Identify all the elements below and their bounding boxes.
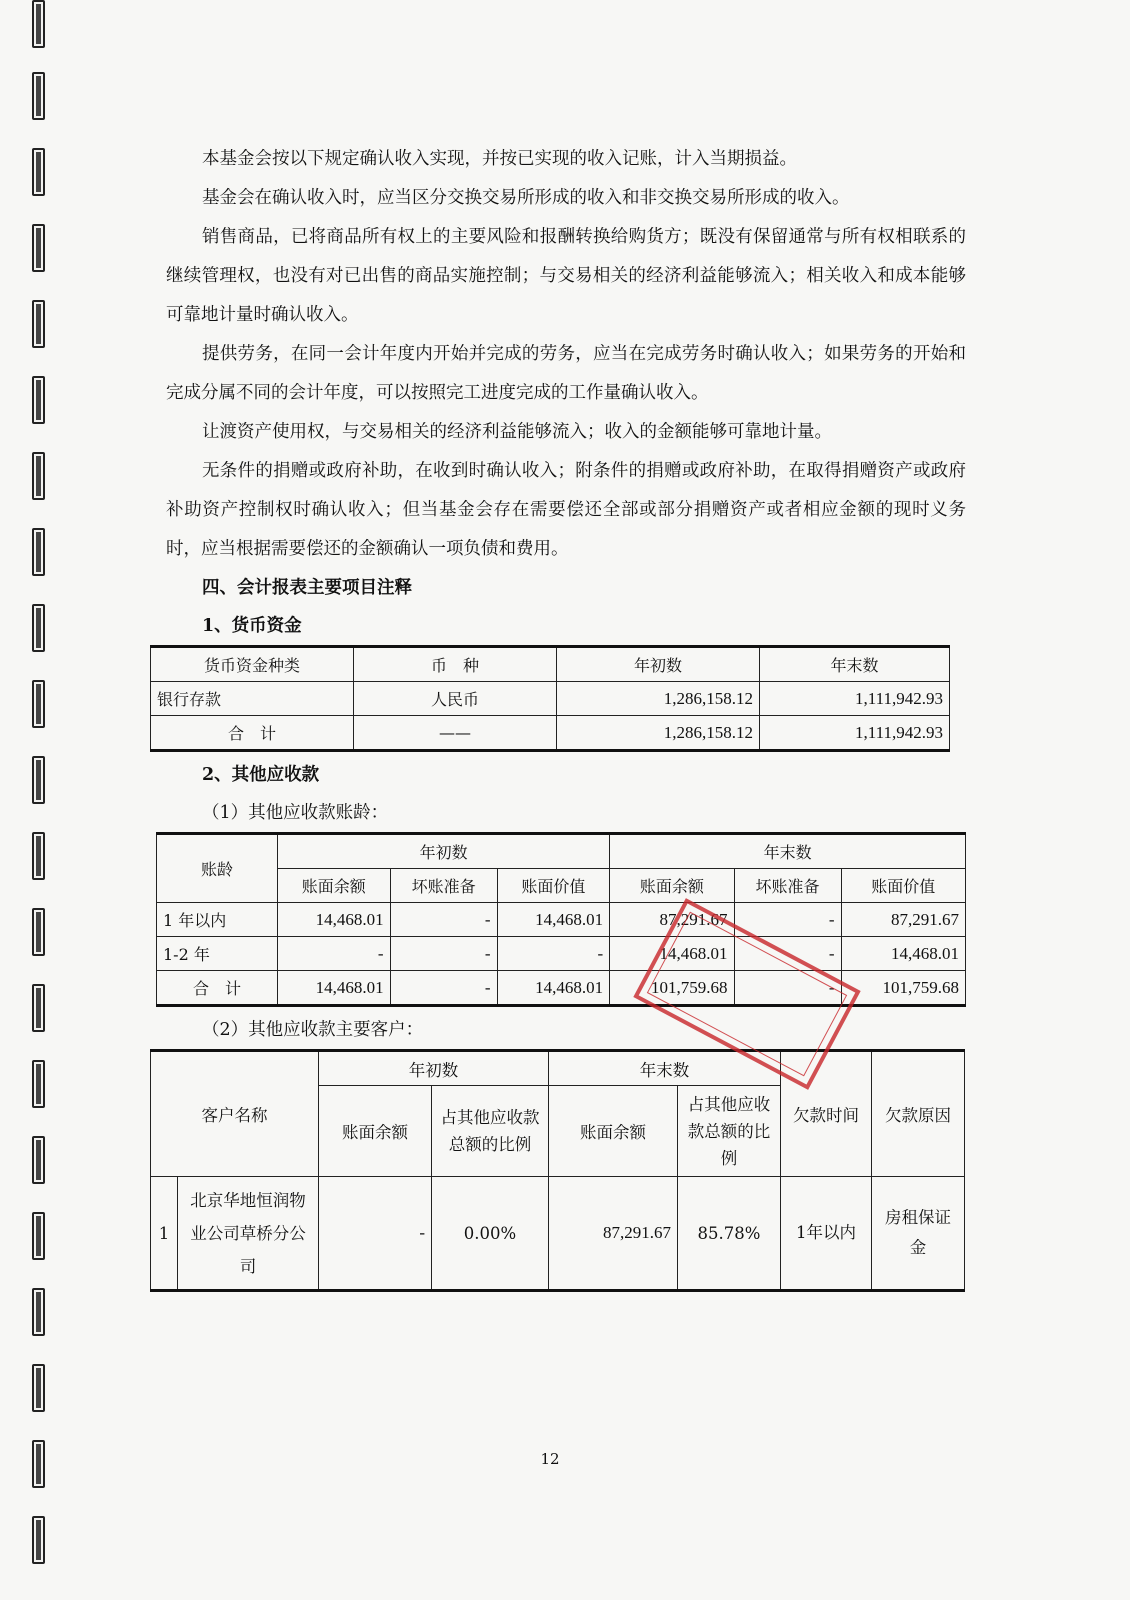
table-header: 占其他应收款总额的比例 [432,1086,549,1177]
table-cell: 房租保证金 [872,1177,965,1291]
table-header: 年末数 [549,1051,781,1086]
binding-hole [32,984,45,1032]
binding-hole [32,528,45,576]
table-cell: 1-2 年 [157,937,278,971]
table-cell: 85.78% [678,1177,781,1291]
binding-hole [32,224,45,272]
table-header: 坏账准备 [734,869,841,903]
table-row [151,1177,965,1291]
binding-hole [32,1136,45,1184]
table-cell: 1,286,158.12 [557,682,760,716]
paragraph: 无条件的捐赠或政府补助，在收到时确认收入；附条件的捐赠或政府补助，在取得捐赠资产或政府补助资产控制权时确认收入；但当基金会存在需要偿还全部或部分捐赠资产或者相应金额的现时义务时，应当根据需要偿还的金额确认一项负债和费用。 [166,461,966,559]
table-header: 占其他应收款总额的比例 [678,1086,781,1177]
table-cell: 合 计 [157,971,278,1006]
customers-table [150,1049,965,1292]
table-cell: 101,759.68 [841,971,965,1006]
table-cell: - [497,937,610,971]
table-cell: - [390,903,497,937]
binding-hole [32,604,45,652]
paragraph: 让渡资产使用权，与交易相关的经济利益能够流入；收入的金额能够可靠地计量。 [202,422,832,442]
table-row [157,937,966,971]
customers-heading: （2）其他应收款主要客户： [202,1020,424,1040]
table-header: 欠款时间 [781,1051,872,1177]
table-cell: 14,468.01 [497,971,610,1006]
table-cell: 1 [151,1177,178,1291]
paragraph: 基金会在确认收入时，应当区分交换交易所形成的收入和非交换交易所形成的收入。 [202,188,850,208]
binding-hole [32,72,45,120]
binding-hole [32,452,45,500]
table-header: 年末数 [760,647,950,682]
table-header: 货币资金种类 [151,647,354,682]
table-cell: 0.00% [432,1177,549,1291]
table-cell: - [734,971,841,1006]
binding-hole [32,756,45,804]
table-cell: 87,291.67 [549,1177,678,1291]
table-header: 账面余额 [610,869,734,903]
table-header: 年初数 [319,1051,549,1086]
receivables-heading: 2、其他应收款 [202,765,320,785]
table-cell: 14,468.01 [610,937,734,971]
table-header: 年末数 [610,834,966,869]
table-cell: —— [354,716,557,751]
paragraph: 销售商品，已将商品所有权上的主要风险和报酬转换给购货方；既没有保留通常与所有权相联系的继续管理权，也没有对已出售的商品实施控制；与交易相关的经济利益能够流入；相关收入和成本能够可靠地计量时确认收入。 [166,227,966,325]
table-cell: 1年以内 [781,1177,872,1291]
table-header: 账面余额 [549,1086,678,1177]
aging-heading: （1）其他应收款账龄： [202,803,389,823]
table-header: 账面余额 [319,1086,432,1177]
table-cell: 北京华地恒润物业公司草桥分公司 [178,1177,319,1291]
table-row [157,903,966,937]
binding-hole [32,832,45,880]
cash-heading: 1、货币资金 [202,616,302,636]
table-cell: 合 计 [151,716,354,751]
cash-table [150,645,950,752]
table-cell: - [278,937,391,971]
binding-hole [32,908,45,956]
table-row [151,716,950,751]
table-header: 年初数 [278,834,610,869]
table-cell: - [390,971,497,1006]
table-cell: 14,468.01 [278,971,391,1006]
table-cell: 87,291.67 [610,903,734,937]
table-cell: 14,468.01 [278,903,391,937]
binding-hole [32,376,45,424]
table-cell: - [319,1177,432,1291]
paragraph: 提供劳务，在同一会计年度内开始并完成的劳务，应当在完成劳务时确认收入；如果劳务的开始和完成分属不同的会计年度，可以按照完工进度完成的工作量确认收入。 [166,344,966,403]
table-header: 坏账准备 [390,869,497,903]
aging-table [156,832,966,1007]
table-cell: 1 年以内 [157,903,278,937]
table-cell: 银行存款 [151,682,354,716]
table-row [151,682,950,716]
table-header: 账龄 [157,834,278,903]
binding-hole [32,1212,45,1260]
table-cell: 101,759.68 [610,971,734,1006]
page-number: 12 [540,1450,560,1468]
binding-hole [32,680,45,728]
binding-hole [32,0,45,48]
table-header: 欠款原因 [872,1051,965,1177]
table-header: 客户名称 [151,1051,319,1177]
table-cell: - [734,937,841,971]
binding-hole [32,1516,45,1564]
binding-hole [32,1060,45,1108]
binding-hole [32,1288,45,1336]
binding-hole [32,148,45,196]
binding-hole [32,300,45,348]
table-header: 账面价值 [841,869,965,903]
table-cell: 14,468.01 [841,937,965,971]
table-cell: 1,286,158.12 [557,716,760,751]
table-header: 账面余额 [278,869,391,903]
table-cell: 14,468.01 [497,903,610,937]
table-cell: 人民币 [354,682,557,716]
binding-holes [0,0,50,1600]
table-header: 币 种 [354,647,557,682]
paragraph: 本基金会按以下规定确认收入实现，并按已实现的收入记账，计入当期损益。 [202,149,797,169]
table-cell: - [734,903,841,937]
page-body [157,140,966,1292]
section-heading: 四、会计报表主要项目注释 [202,578,412,598]
table-row [157,971,966,1006]
binding-hole [32,1364,45,1412]
table-cell: 1,111,942.93 [760,682,950,716]
table-cell: 1,111,942.93 [760,716,950,751]
table-cell: - [390,937,497,971]
table-header: 年初数 [557,647,760,682]
table-cell: 87,291.67 [841,903,965,937]
table-header: 账面价值 [497,869,610,903]
